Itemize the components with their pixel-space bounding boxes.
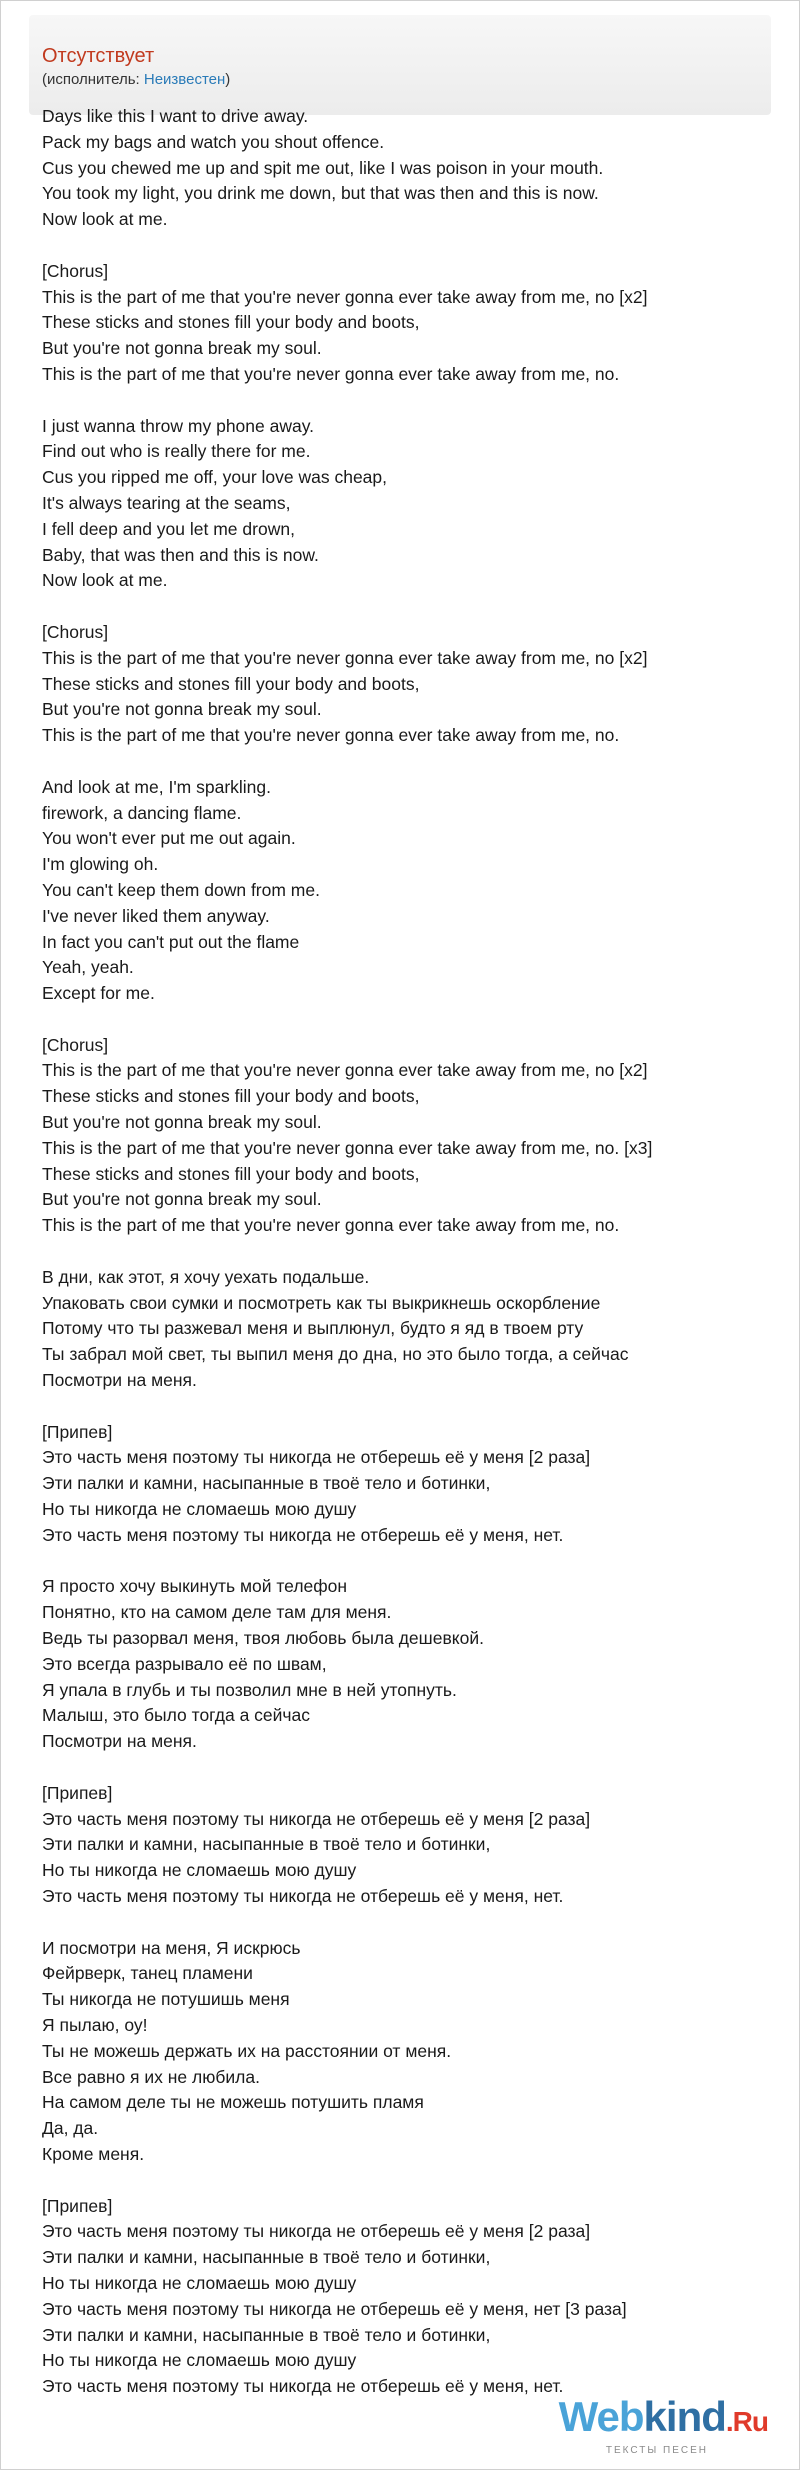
lyric-line: Но ты никогда не сломаешь мою душу: [42, 2272, 357, 2293]
logo-wordmark: [559, 2394, 768, 2445]
lyric-line: This is the part of me that you're never gonna ever take away from me, no.: [42, 363, 620, 384]
lyric-line: Это часть меня поэтому ты никогда не отберешь её у меня [2 раза]: [42, 2221, 591, 2242]
lyrics-body: [42, 104, 782, 2400]
artist-line: [42, 71, 230, 89]
lyric-line: Понятно, кто на самом деле там для меня.: [42, 1602, 392, 1623]
logo-tld: .Ru: [725, 2406, 768, 2437]
lyric-line: Но ты никогда не сломаешь мою душу: [42, 1860, 357, 1881]
lyric-line: This is the part of me that you're never gonna ever take away from me, no [x2]: [42, 1060, 648, 1081]
lyric-line: Все равно я их не любила.: [42, 2066, 260, 2087]
lyric-line: These sticks and stones fill your body and boots,: [42, 312, 420, 333]
lyric-line: In fact you can't put out the flame: [42, 931, 300, 952]
lyric-line: Посмотри на меня.: [42, 1731, 197, 1752]
lyric-line: You can't keep them down from me.: [42, 879, 320, 900]
lyric-line: Кроме меня.: [42, 2143, 145, 2164]
lyric-blank-line: [42, 1910, 782, 1936]
lyric-line: This is the part of me that you're never gonna ever take away from me, no [x2]: [42, 286, 648, 307]
lyric-line: Эти палки и камни, насыпанные в твоё тело и ботинки,: [42, 2324, 491, 2345]
lyric-line: Это часть меня поэтому ты никогда не отберешь её у меня, нет [3 раза]: [42, 2298, 627, 2319]
lyric-line: Это часть меня поэтому ты никогда не отберешь её у меня [2 раза]: [42, 1808, 591, 1829]
lyric-line: Я пылаю, оу!: [42, 2014, 148, 2035]
lyric-line: И посмотри на меня, Я искрюсь: [42, 1937, 301, 1958]
lyric-line: Фейрверк, танец пламени: [42, 1963, 253, 1984]
lyric-line: На самом деле ты не можешь потушить пламя: [42, 2092, 424, 2113]
artist-suffix: ): [225, 71, 231, 88]
lyric-line: Эти палки и камни, насыпанные в твоё тело и ботинки,: [42, 2247, 491, 2268]
lyric-line: I fell deep and you let me drown,: [42, 518, 295, 539]
lyric-line: This is the part of me that you're never gonna ever take away from me, no. [x3]: [42, 1137, 653, 1158]
lyric-blank-line: [42, 1755, 782, 1781]
lyric-line: Это часть меня поэтому ты никогда не отберешь её у меня, нет.: [42, 1524, 564, 1545]
lyric-line: Посмотри на меня.: [42, 1370, 197, 1391]
lyric-line: Это часть меня поэтому ты никогда не отберешь её у меня, нет.: [42, 1885, 564, 1906]
lyric-line: Это часть меня поэтому ты никогда не отберешь её у меня [2 раза]: [42, 1447, 591, 1468]
lyric-blank-line: [42, 233, 782, 259]
lyric-line: Упаковать свои сумки и посмотреть как ты выкрикнешь оскорбление: [42, 1292, 601, 1313]
lyric-line: And look at me, I'm sparkling.: [42, 776, 271, 797]
lyric-line: I just wanna throw my phone away.: [42, 415, 315, 436]
lyric-line: Я просто хочу выкинуть мой телефон: [42, 1576, 348, 1597]
lyric-line: These sticks and stones fill your body and boots,: [42, 1163, 420, 1184]
lyric-line: Cus you chewed me up and spit me out, like I was poison in your mouth.: [42, 157, 604, 178]
lyric-line: Да, да.: [42, 2118, 99, 2139]
lyric-line: firework, a dancing flame.: [42, 802, 242, 823]
lyric-line: Baby, that was then and this is now.: [42, 544, 319, 565]
lyric-line: [Припев]: [42, 1782, 113, 1803]
lyric-line: [Припев]: [42, 1421, 113, 1442]
lyric-line: Now look at me.: [42, 570, 168, 591]
lyric-line: [Припев]: [42, 2195, 113, 2216]
lyric-line: Pack my bags and watch you shout offence.: [42, 131, 385, 152]
lyric-line: It's always tearing at the seams,: [42, 492, 291, 513]
lyric-line: [Chorus]: [42, 621, 109, 642]
logo-web: Web: [558, 2393, 644, 2440]
lyric-line: Ведь ты разорвал меня, твоя любовь была дешевкой.: [42, 1628, 484, 1649]
lyric-line: Cus you ripped me off, your love was cheap,: [42, 467, 388, 488]
lyric-line: Но ты никогда не сломаешь мою душу: [42, 2350, 357, 2371]
lyric-line: Find out who is really there for me.: [42, 441, 311, 462]
lyric-line: Ты никогда не потушишь меня: [42, 1989, 290, 2010]
lyric-line: [Chorus]: [42, 1034, 109, 1055]
lyric-line: Это всегда разрывало её по швам,: [42, 1653, 327, 1674]
lyric-blank-line: [42, 749, 782, 775]
lyric-line: Малыш, это было тогда а сейчас: [42, 1705, 311, 1726]
lyric-line: Ты не можешь держать их на расстоянии от меня.: [42, 2040, 452, 2061]
lyric-line: These sticks and stones fill your body and boots,: [42, 1086, 420, 1107]
logo-tagline: ТЕКСТЫ ПЕСЕН: [605, 2445, 708, 2456]
lyric-blank-line: [42, 388, 782, 414]
lyric-blank-line: [42, 2168, 782, 2194]
lyric-line: You won't ever put me out again.: [42, 828, 296, 849]
lyric-line: Except for me.: [42, 983, 155, 1004]
lyric-line: But you're not gonna break my soul.: [42, 1189, 322, 1210]
webkind-logo[interactable]: [559, 2394, 768, 2458]
lyric-line: [Chorus]: [42, 260, 109, 281]
lyric-line: This is the part of me that you're never gonna ever take away from me, no [x2]: [42, 647, 648, 668]
lyric-line: I've never liked them anyway.: [42, 905, 270, 926]
lyric-blank-line: [42, 1394, 782, 1420]
lyric-line: Я упала в глубь и ты позволил мне в ней утопнуть.: [42, 1679, 457, 1700]
lyric-line: This is the part of me that you're never gonna ever take away from me, no.: [42, 725, 620, 746]
lyric-blank-line: [42, 1549, 782, 1575]
lyric-blank-line: [42, 594, 782, 620]
lyric-line: Days like this I want to drive away.: [42, 106, 309, 126]
artist-prefix: (исполнитель:: [42, 71, 144, 88]
lyric-line: Потому что ты разжевал меня и выплюнул, будто я яд в твоем рту: [42, 1318, 584, 1339]
lyric-line: This is the part of me that you're never gonna ever take away from me, no.: [42, 1215, 620, 1236]
lyric-line: Но ты никогда не сломаешь мою душу: [42, 1499, 357, 1520]
lyric-line: But you're not gonna break my soul.: [42, 1112, 322, 1133]
lyric-blank-line: [42, 1007, 782, 1033]
lyric-line: Ты забрал мой свет, ты выпил меня до дна, но это было тогда, а сейчас: [42, 1344, 629, 1365]
lyric-line: But you're not gonna break my soul.: [42, 338, 322, 359]
lyric-line: В дни, как этот, я хочу уехать подальше.: [42, 1266, 370, 1287]
artist-link[interactable]: Неизвестен: [143, 71, 226, 88]
lyric-line: I'm glowing oh.: [42, 854, 159, 875]
lyric-line: Это часть меня поэтому ты никогда не отберешь её у меня, нет.: [42, 2376, 564, 2397]
lyric-line: These sticks and stones fill your body and boots,: [42, 673, 420, 694]
lyric-line: Эти палки и камни, насыпанные в твоё тело и ботинки,: [42, 1834, 491, 1855]
lyric-line: Now look at me.: [42, 209, 168, 230]
logo-kind: kind: [643, 2393, 726, 2440]
lyric-line: Yeah, yeah.: [42, 957, 134, 978]
lyric-blank-line: [42, 1239, 782, 1265]
song-title: Отсутствует: [42, 45, 155, 67]
lyric-line: But you're not gonna break my soul.: [42, 699, 322, 720]
lyric-line: You took my light, you drink me down, but that was then and this is now.: [42, 183, 599, 204]
lyric-line: Эти палки и камни, насыпанные в твоё тело и ботинки,: [42, 1473, 491, 1494]
